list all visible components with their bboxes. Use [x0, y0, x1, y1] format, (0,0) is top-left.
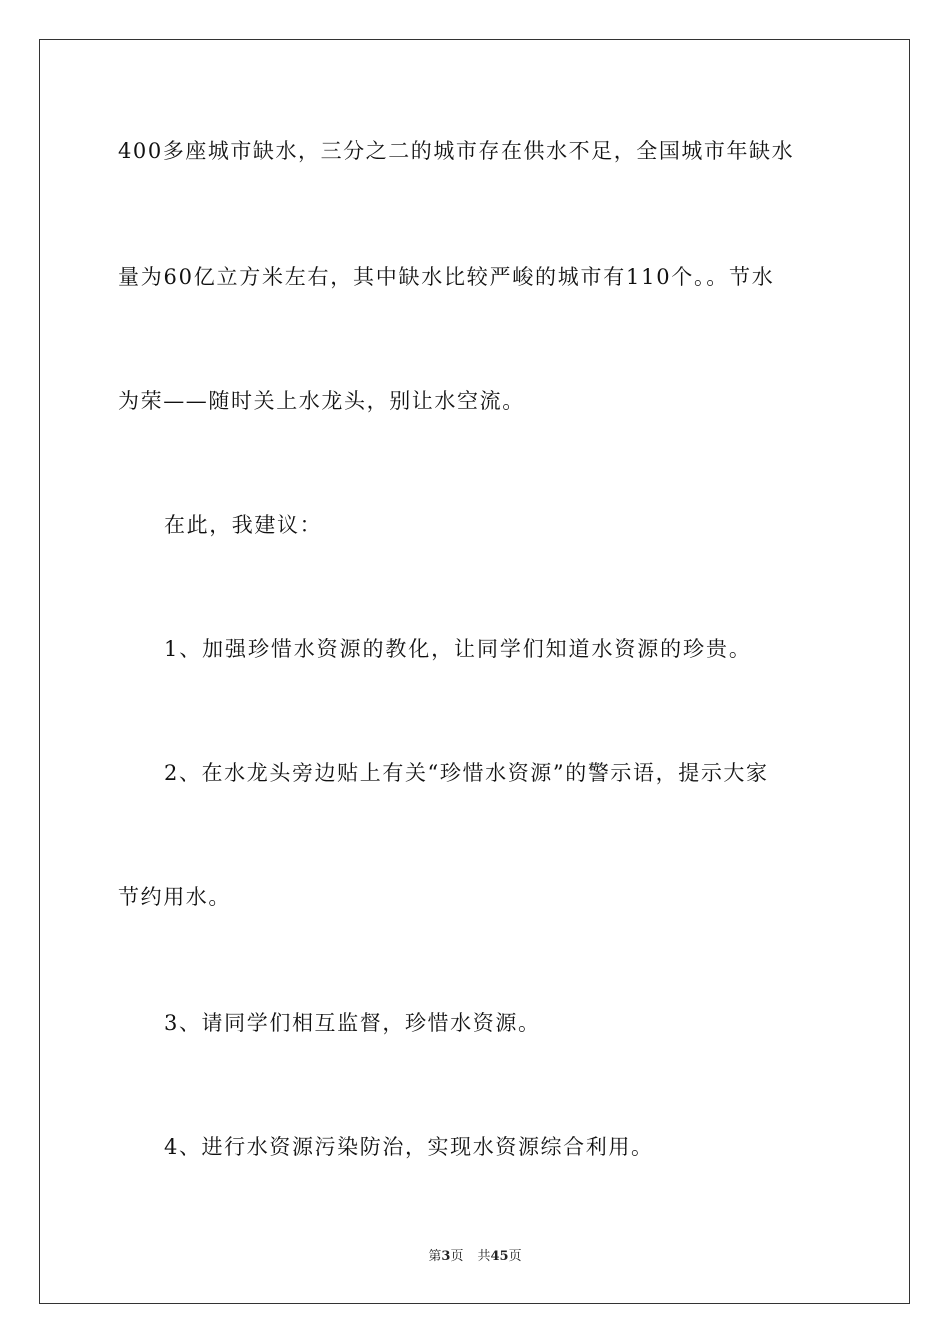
total-suffix: 页 [508, 1249, 522, 1264]
total-pages: 45 [490, 1249, 509, 1264]
list-item-3: 3、请同学们相互监督，珍惜水资源。 [164, 1011, 541, 1035]
list-item-4: 4、进行水资源污染防治，实现水资源综合利用。 [164, 1135, 654, 1159]
list-item-1: 1、加强珍惜水资源的教化，让同学们知道水资源的珍贵。 [164, 637, 752, 661]
paragraph-suggestion-intro: 在此，我建议： [164, 513, 323, 537]
page-prefix: 第 [428, 1249, 442, 1264]
page-border [39, 39, 910, 1304]
body-text-line: 量为60亿立方米左右，其中缺水比较严峻的城市有110个。。节水 [118, 265, 775, 289]
total-prefix: 共 [477, 1249, 491, 1264]
page-suffix: 页 [450, 1249, 464, 1264]
list-item-2-continued: 节约用水。 [118, 885, 231, 909]
current-page-number: 3 [441, 1249, 451, 1264]
page-footer [0, 1248, 950, 1266]
body-text-line: 为荣——随时关上水龙头，别让水空流。 [118, 389, 525, 413]
body-text-line: 400多座城市缺水，三分之二的城市存在供水不足，全国城市年缺水 [118, 139, 795, 163]
list-item-2: 2、在水龙头旁边贴上有关“珍惜水资源”的警示语，提示大家 [164, 761, 769, 785]
